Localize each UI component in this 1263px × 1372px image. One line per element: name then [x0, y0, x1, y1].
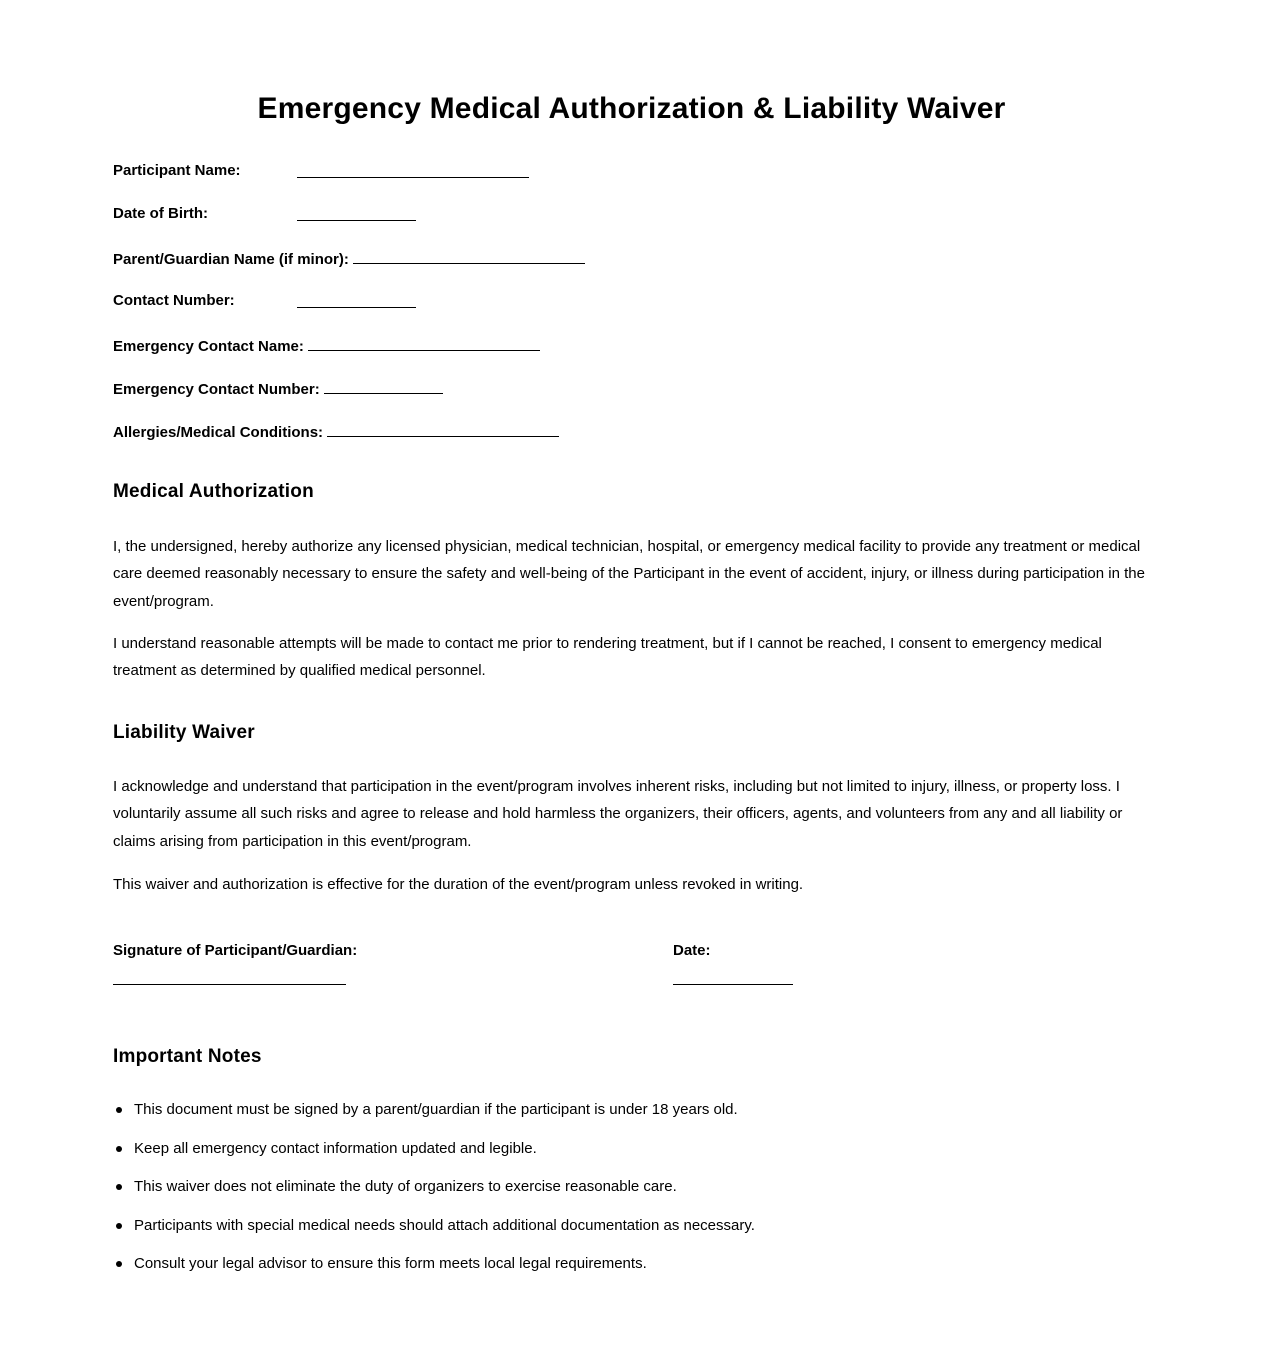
note-text: Participants with special medical needs should attach additional documentation as necessary.: [134, 1216, 755, 1234]
liability-waiver-heading: Liability Waiver: [113, 722, 255, 743]
note-text: This waiver does not eliminate the duty of organizers to exercise reasonable care.: [134, 1178, 677, 1195]
signature-label: Signature of Participant/Guardian:: [113, 942, 358, 959]
note-text: This document must be signed by a parent/guardian if the participant is under 18 years old.: [134, 1101, 738, 1118]
emergency-contact-name-label: Emergency Contact Name:: [113, 338, 304, 355]
note-text: Consult your legal advisor to ensure this form meets local legal requirements.: [134, 1255, 647, 1272]
allergies-label: Allergies/Medical Conditions:: [113, 424, 324, 441]
emergency-contact-name-field: [113, 334, 540, 354]
liability-waiver-paragraph-1: I acknowledge and understand that participation in the event/program involves inherent risks, including but not limited to injury, illness, or property loss. I voluntarily assume all such risks and agree to release and hold harmless the organizers, their officers, agents, and volunteers from any and all liability or claims arising from participation in this event/program.: [113, 778, 1123, 850]
bullet-icon: [116, 1261, 122, 1267]
participant-name-label: Participant Name:: [113, 162, 241, 179]
list-item: [113, 1099, 1153, 1121]
signature-line[interactable]: [113, 984, 346, 985]
list-item: [113, 1253, 1153, 1275]
medical-authorization-paragraph-2: I understand reasonable attempts will be made to contact me prior to rendering treatment, but if I cannot be reached, I consent to emergency medical treatment as determined by qualified medical personnel.: [113, 635, 1102, 680]
bullet-icon: [116, 1107, 122, 1113]
note-text: Keep all emergency contact information updated and legible.: [134, 1139, 537, 1157]
list-item: [113, 1138, 1153, 1160]
emergency-contact-number-field: [113, 377, 443, 397]
allergies-field: [113, 420, 559, 440]
contact-number-field: [113, 291, 235, 311]
contact-number-blank[interactable]: [297, 291, 416, 308]
signature-date-label: Date:: [673, 942, 711, 959]
emergency-contact-number-blank[interactable]: [324, 377, 443, 394]
important-notes-list: [113, 1099, 1153, 1292]
medical-authorization-paragraph-1: I, the undersigned, hereby authorize any licensed physician, medical technician, hospital, or emergency medical facility to provide any treatment or medical care deemed reasonably necessary to ensure the safety and well-being of the Participant in the event of accident, injury, or illness during participation in the event/program.: [113, 538, 1145, 610]
allergies-blank[interactable]: [327, 420, 559, 437]
bullet-icon: [116, 1184, 122, 1190]
bullet-icon: [116, 1146, 122, 1152]
guardian-name-blank[interactable]: [353, 247, 585, 264]
list-item: [113, 1176, 1153, 1198]
medical-authorization-heading: Medical Authorization: [113, 481, 314, 502]
emergency-contact-number-label: Emergency Contact Number:: [113, 381, 320, 398]
date-of-birth-field: [113, 204, 208, 224]
list-item: [113, 1215, 1153, 1237]
guardian-name-field: [113, 247, 585, 267]
guardian-name-label: Parent/Guardian Name (if minor):: [113, 251, 349, 268]
emergency-contact-name-blank[interactable]: [308, 334, 540, 351]
liability-waiver-paragraph-2: This waiver and authorization is effective for the duration of the event/program unless revoked in writing.: [113, 876, 804, 893]
contact-number-label: Contact Number:: [113, 292, 235, 309]
participant-name-blank[interactable]: [297, 161, 529, 178]
participant-name-field: [113, 161, 241, 181]
important-notes-heading: Important Notes: [113, 1046, 262, 1067]
document-title: Emergency Medical Authorization & Liability Waiver: [257, 92, 1006, 125]
bullet-icon: [116, 1223, 122, 1229]
date-of-birth-label: Date of Birth:: [113, 205, 208, 222]
date-of-birth-blank[interactable]: [297, 204, 416, 221]
signature-date-line[interactable]: [673, 984, 793, 985]
